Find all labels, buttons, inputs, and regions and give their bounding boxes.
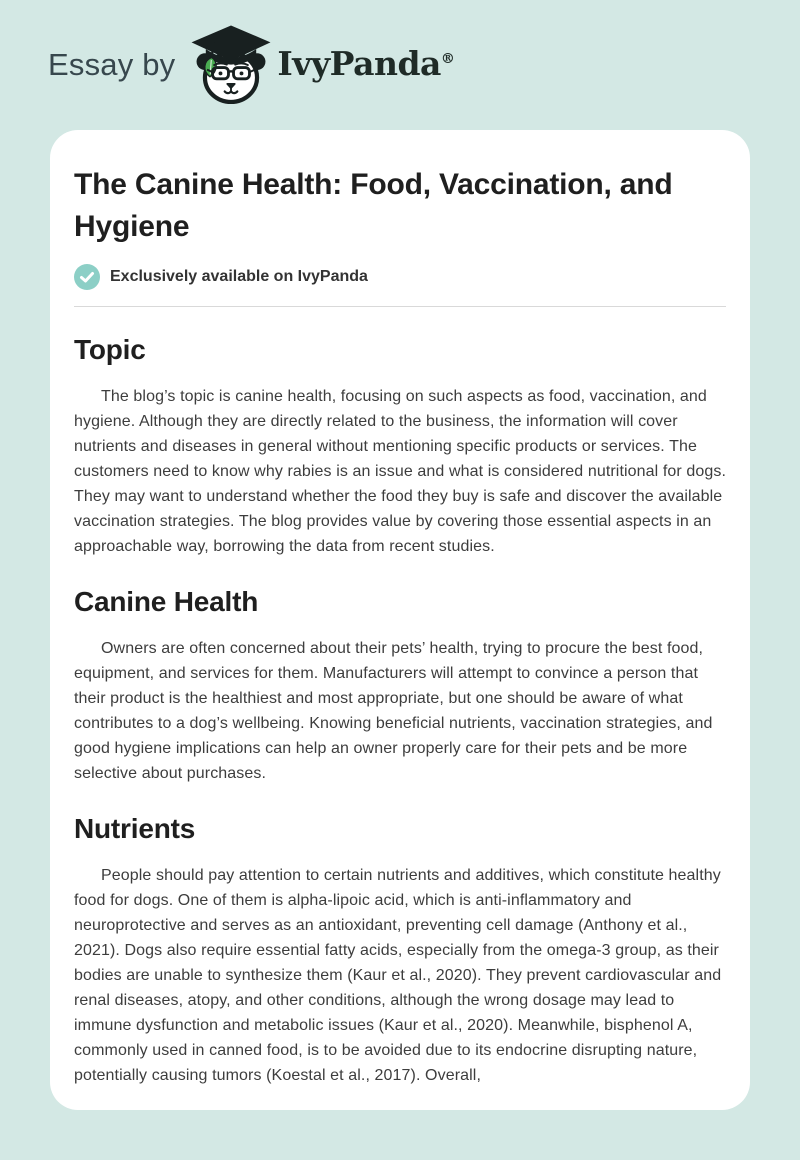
page-header xyxy=(0,0,800,130)
brand-name: IvyPanda xyxy=(277,43,441,83)
section-heading: Topic xyxy=(74,334,146,365)
exclusive-badge-label: Exclusively available on IvyPanda xyxy=(110,268,368,285)
check-icon xyxy=(74,264,100,290)
ivypanda-wordmark xyxy=(277,44,455,83)
essay-title: The Canine Health: Food, Vaccination, and Hygiene xyxy=(74,168,673,243)
section-heading: Nutrients xyxy=(74,813,196,844)
essay-by-label: Essay by xyxy=(48,47,176,82)
section-paragraph: Owners are often concerned about their pets’ health, trying to procure the best food, equipment, and services for them. Manufacturers will attempt to convince a person that their product is the healthiest and most appropriate, but one should be aware of what contributes to a dog’s wellbeing. Knowing beneficial nutrients, vaccination strategies, and good hygiene implications can help an owner properly care for their pets and be more selective about purchases. xyxy=(74,640,713,782)
exclusive-badge xyxy=(74,264,726,290)
panda-graduate-logo-icon xyxy=(189,23,273,107)
section-paragraph: The blog’s topic is canine health, focusing on such aspects as food, vaccination, and hygiene. Although they are directly related to the business, the information will cover nutrients and diseases in general without mentioning specific products or services. The customers need to know why rabies is an issue and what is considered nutritional for dogs. They may want to understand whether the food they buy is safe and discover the available vaccination strategies. The blog provides value by covering those essential aspects in an approachable way, borrowing the data from recent studies. xyxy=(74,388,727,555)
divider xyxy=(74,306,726,307)
essay-card xyxy=(50,130,750,1110)
section-topic xyxy=(74,333,726,559)
registered-mark: ® xyxy=(440,50,455,67)
section-canine-health xyxy=(74,585,726,786)
section-paragraph: People should pay attention to certain nutrients and additives, which constitute healthy food for dogs. One of them is alpha-lipoic acid, which is anti-inflammatory and neuroprotective and serves as an antioxidant, preventing cell damage (Anthony et al., 2021). Dogs also require essential fatty acids, especially from the omega-3 group, as their bodies are unable to synthesize them (Kaur et al., 2020). They prevent cardiovascular and renal diseases, atopy, and other conditions, although the wrong dosage may lead to immune dysfunction and metabolic issues (Kaur et al., 2020). Meanwhile, bisphenol A, commonly used in canned food, is to be avoided due to its endocrine disrupting nature, potentially causing tumors (Koestal et al., 2017). Overall, xyxy=(74,867,722,1084)
section-heading: Canine Health xyxy=(74,586,259,617)
section-nutrients xyxy=(74,812,726,1088)
